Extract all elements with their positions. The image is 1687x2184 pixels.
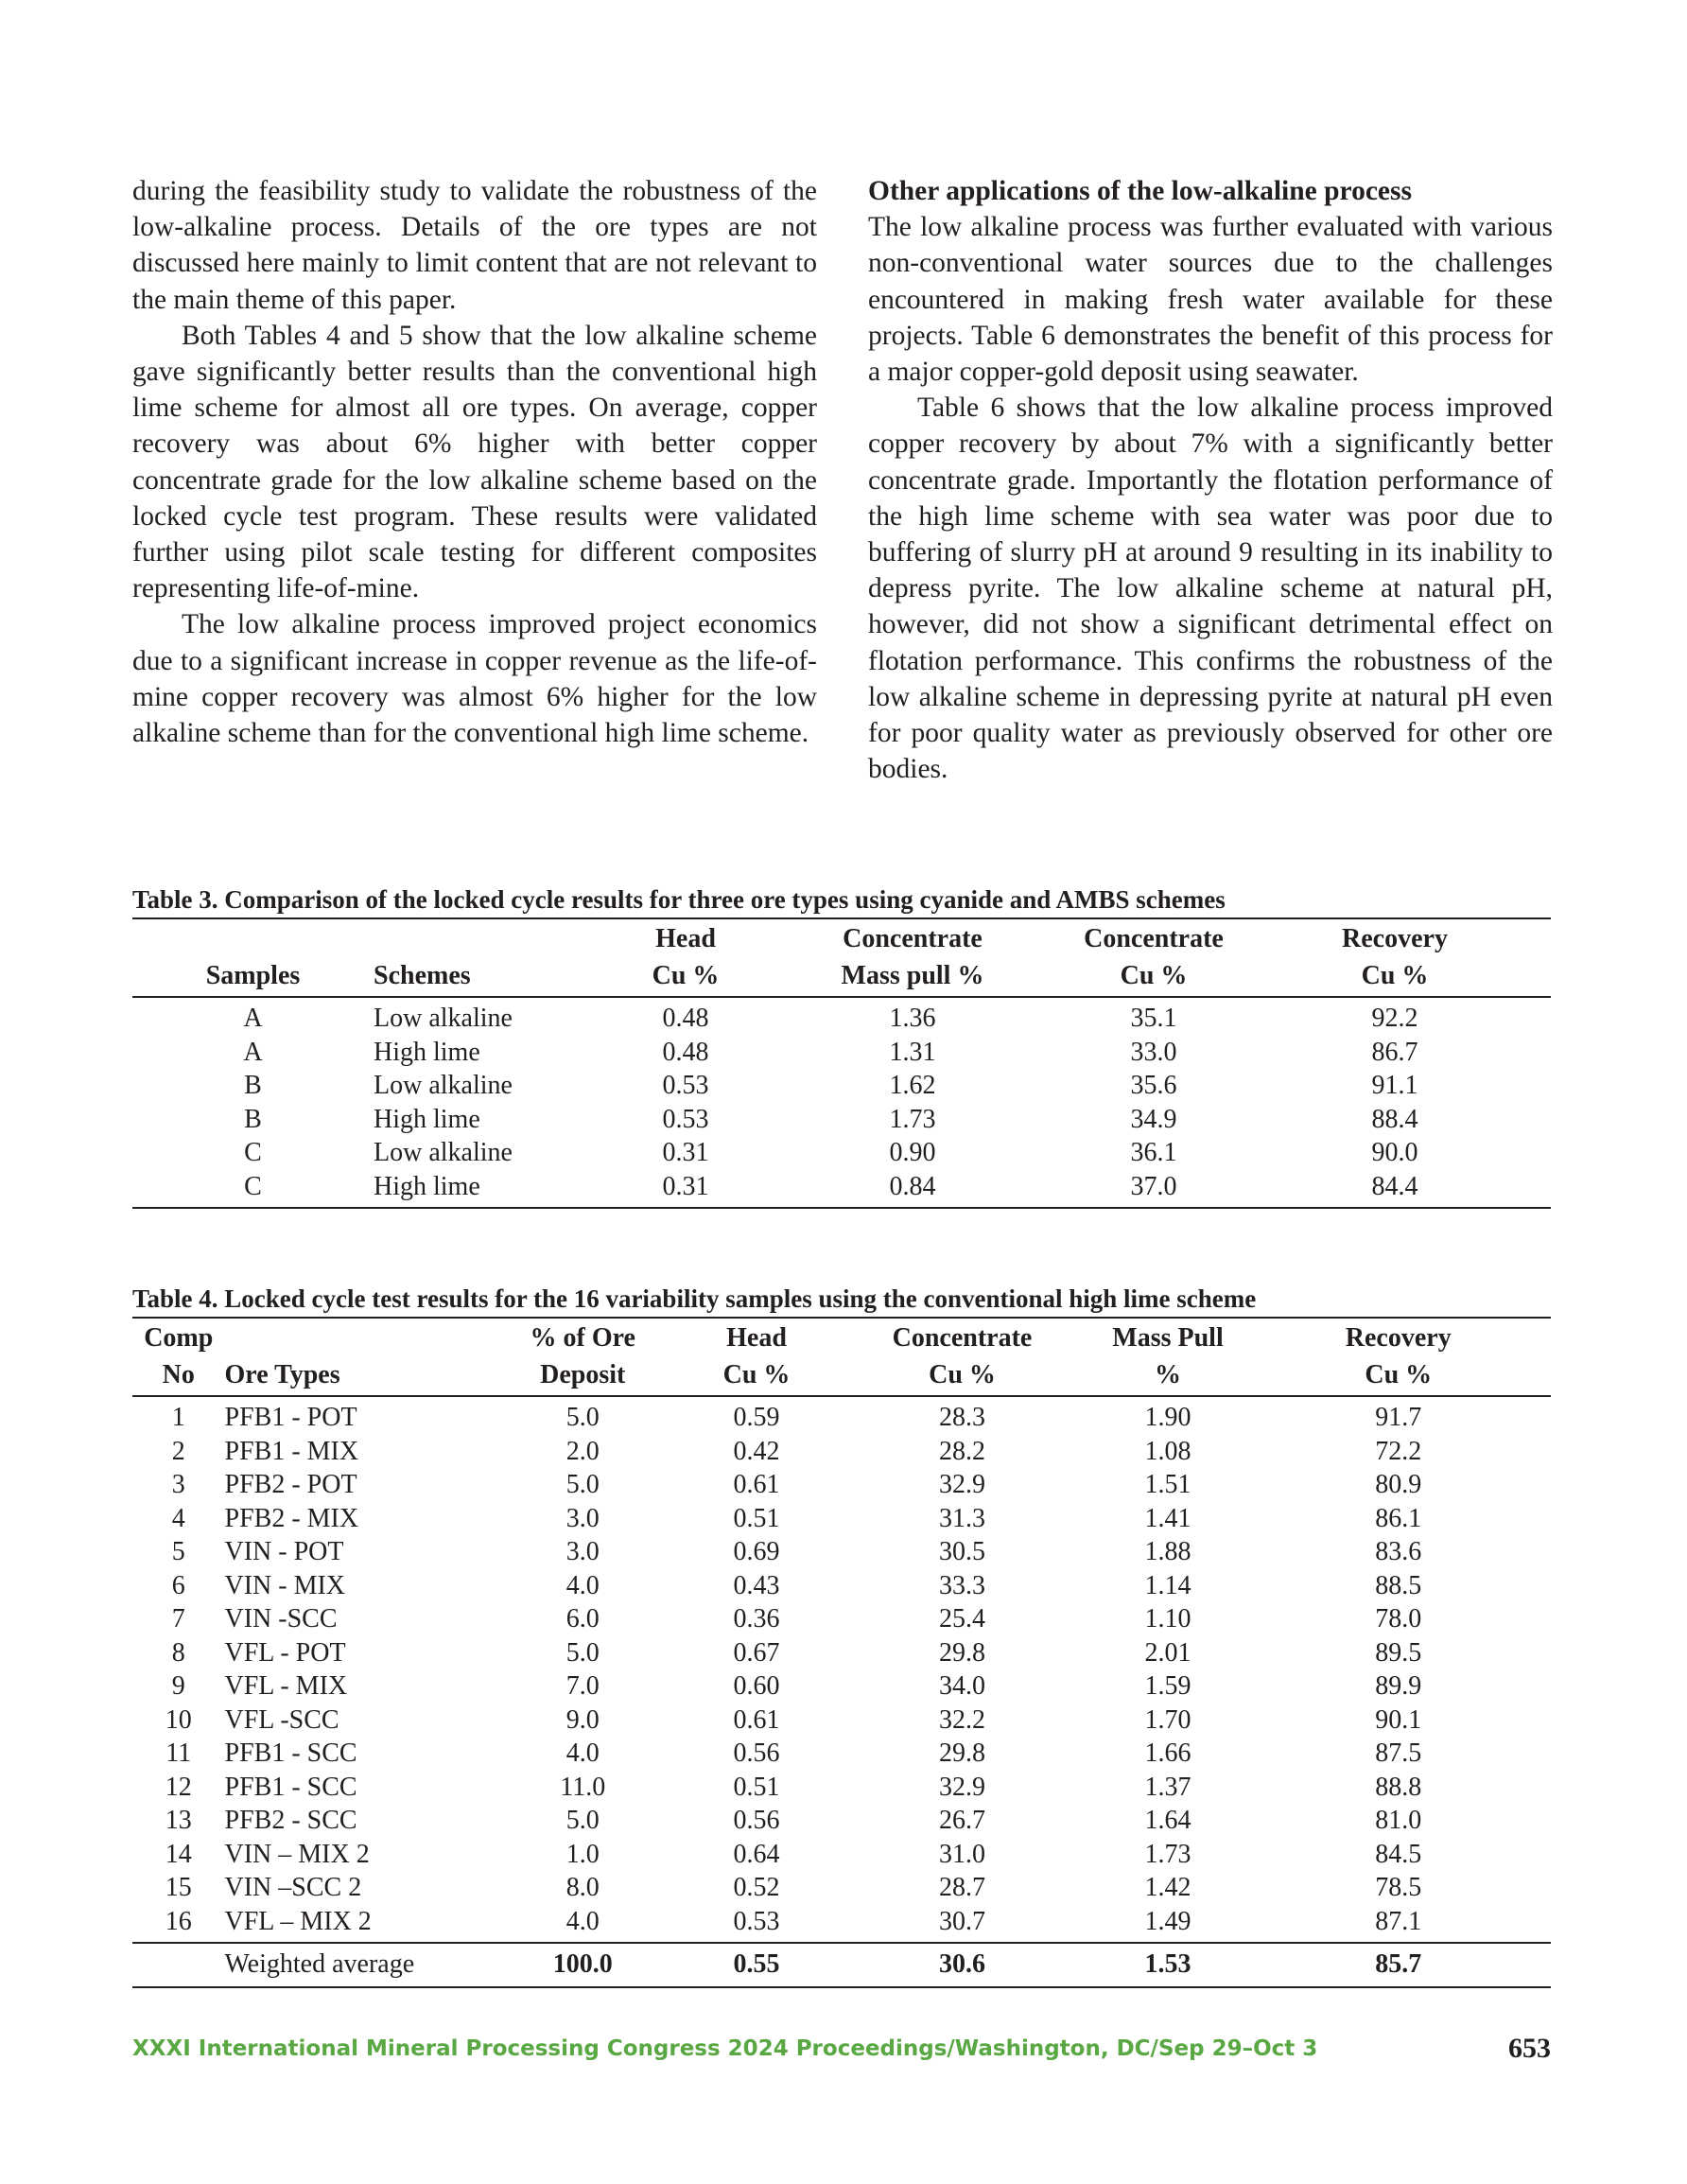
footer-text: XXXI International Mineral Processing Congress 2024 Proceedings/Washington, DC/Sep 29–Oct 3 <box>132 2036 1318 2061</box>
table-cell: 87.1 <box>1375 1906 1422 1936</box>
table-cell: 6 <box>171 1570 185 1600</box>
table-cell: 0.36 <box>733 1604 780 1634</box>
table-cell: 1.64 <box>1144 1806 1191 1835</box>
table-cell: 0.48 <box>662 1004 709 1033</box>
table-cell: 26.7 <box>939 1806 985 1835</box>
table-cell: 0.67 <box>733 1637 780 1668</box>
column-header: Mass pull % <box>757 958 1069 998</box>
right-text-column <box>868 173 1553 787</box>
table-cell: 25.4 <box>939 1604 985 1634</box>
table-cell: 36.1 <box>1130 1138 1177 1167</box>
table-cell: 4.0 <box>565 1570 600 1600</box>
table-cell: 1.37 <box>1144 1772 1191 1802</box>
table-row <box>132 1871 1551 1905</box>
table-cell: 0.53 <box>733 1906 780 1936</box>
table-cell: 0.60 <box>733 1671 780 1701</box>
table-cell: 0.53 <box>662 1071 709 1100</box>
column-header: Ore Types <box>225 1357 488 1397</box>
table-cell: 32.9 <box>939 1470 985 1499</box>
table-cell: 31.3 <box>939 1503 985 1533</box>
table-cell: VFL -SCC <box>224 1704 339 1735</box>
paragraph: The low alkaline process improved project economics due to a significant increase in copper revenue as the life-of-mine copper recovery was almost 6% higher for the low alkaline scheme than for the conventional high lime scheme. <box>132 609 817 749</box>
table-cell: 5.0 <box>565 1806 600 1835</box>
table-row <box>132 1435 1551 1469</box>
table-cell: 0.69 <box>733 1537 780 1566</box>
table-cell: 0.31 <box>662 1138 709 1167</box>
column-header: % <box>1090 1357 1246 1397</box>
column-header: Cu % <box>1239 958 1551 998</box>
table-cell: A <box>243 1037 263 1067</box>
table-cell: 29.8 <box>939 1738 985 1768</box>
table-cell: 0.90 <box>889 1138 936 1167</box>
table-cell: 0.59 <box>733 1403 780 1432</box>
table-cell: 0.42 <box>733 1436 780 1466</box>
left-text-column <box>132 173 817 751</box>
table-cell: 1.66 <box>1144 1738 1191 1768</box>
table-caption: Table 4. Locked cycle test results for the 16 variability samples using the conventional high lime scheme <box>132 1284 1257 1313</box>
table-cell: 6.0 <box>565 1604 600 1634</box>
column-header: Comp <box>144 1323 214 1353</box>
table-cell: 88.5 <box>1375 1570 1422 1600</box>
table-cell: VIN - MIX <box>224 1570 346 1600</box>
table-cell: 0.64 <box>733 1839 780 1869</box>
table-cell: 0.61 <box>733 1704 780 1735</box>
table-cell: VIN –SCC 2 <box>224 1873 362 1902</box>
table-cell: High lime <box>374 1037 480 1067</box>
table-cell: 1.10 <box>1144 1604 1191 1634</box>
table-cell: 15 <box>165 1873 192 1902</box>
table-cell: VIN – MIX 2 <box>224 1839 370 1869</box>
table-cell: 31.0 <box>939 1839 985 1869</box>
table-cell: 16 <box>165 1906 192 1936</box>
table-row <box>132 1535 1551 1569</box>
table-cell: PFB1 - POT <box>224 1403 357 1432</box>
column-header: Deposit <box>487 1357 679 1397</box>
table-cell: 32.2 <box>939 1704 985 1735</box>
column-header: Cu % <box>1246 1357 1552 1397</box>
table-cell: 92.2 <box>1371 1004 1418 1033</box>
paragraph: Both Tables 4 and 5 show that the low alkaline scheme gave significantly better results than the conventional high lime scheme for almost all ore types. On average, copper recovery was about 6% higher with better copper concentrate grade for the low alkaline scheme based on the locked cycle test program. These results were validated further using pilot scale testing for different composites representing life-of-mine. <box>132 320 817 604</box>
table-cell: 37.0 <box>1130 1171 1177 1201</box>
table-cell: 3.0 <box>565 1503 600 1533</box>
table-cell: 10 <box>165 1704 192 1735</box>
table-cell: 86.7 <box>1371 1037 1418 1067</box>
table-cell: 1.0 <box>565 1839 600 1869</box>
table-cell: 1 <box>171 1403 185 1432</box>
table-cell: 100.0 <box>487 1943 679 1987</box>
table-cell: 5.0 <box>565 1403 600 1432</box>
table-cell: 1.90 <box>1144 1403 1191 1432</box>
table-caption: Table 3. Comparison of the locked cycle results for three ore types using cyanide and AMBS schemes <box>132 885 1226 914</box>
table-cell: B <box>244 1104 262 1134</box>
table-row <box>132 1669 1551 1704</box>
table-cell: 5.0 <box>565 1637 600 1668</box>
table-row <box>132 1636 1551 1670</box>
page-number: 653 <box>1508 2033 1551 2064</box>
table-cell: PFB2 - MIX <box>224 1503 359 1533</box>
table-cell: 83.6 <box>1375 1537 1422 1566</box>
table-cell: 4 <box>171 1503 185 1533</box>
table-cell: 0.55 <box>679 1943 835 1987</box>
table-cell: 1.42 <box>1144 1873 1191 1902</box>
table-cell: VFL - POT <box>224 1637 346 1668</box>
table-cell: 81.0 <box>1375 1806 1422 1835</box>
table-row <box>132 1905 1551 1944</box>
table-row <box>132 1771 1551 1805</box>
table-3-grid <box>132 917 1551 1209</box>
table-cell: 34.9 <box>1130 1104 1177 1134</box>
table-cell: 14 <box>165 1839 192 1869</box>
table-cell: 35.6 <box>1130 1071 1177 1100</box>
table-cell: 3 <box>171 1470 185 1499</box>
table-cell: 29.8 <box>939 1637 985 1668</box>
table-cell: 11 <box>165 1738 192 1768</box>
table-cell: 0.84 <box>889 1171 936 1201</box>
table-header-row <box>132 1318 1551 1357</box>
table-cell: PFB2 - POT <box>224 1470 357 1499</box>
table-row <box>132 1069 1551 1103</box>
column-header <box>374 918 615 958</box>
column-header: Recovery <box>1342 924 1448 953</box>
table-cell: 1.62 <box>889 1071 936 1100</box>
table-header-row <box>132 958 1551 998</box>
table-cell: Low alkaline <box>374 1004 513 1033</box>
table-cell: 1.36 <box>889 1004 936 1033</box>
table-cell: 1.51 <box>1144 1470 1191 1499</box>
table-cell: 2.01 <box>1144 1637 1191 1668</box>
table-cell: 0.43 <box>733 1570 780 1600</box>
table-cell: 91.7 <box>1375 1403 1422 1432</box>
table-cell: 3.0 <box>565 1537 600 1566</box>
table-total-row <box>132 1943 1551 1987</box>
paragraph: The low alkaline process was further evaluated with various non-conventional water sources due to the challenges encountered in making fresh water available for these projects. Table 6 demonstrates the benefit of this process for a major copper-gold deposit using seawater. <box>868 212 1553 388</box>
table-cell: 9.0 <box>565 1704 600 1735</box>
table-cell: 33.3 <box>939 1570 985 1600</box>
table-cell: High lime <box>374 1171 480 1201</box>
table-cell: 1.08 <box>1144 1436 1191 1466</box>
table-cell: 28.2 <box>939 1436 985 1466</box>
column-header: Concentrate <box>1084 924 1224 953</box>
table-cell: 1.73 <box>889 1104 936 1134</box>
table-cell: 85.7 <box>1246 1943 1552 1987</box>
table-cell: 1.53 <box>1090 1943 1246 1987</box>
table-cell: 4.0 <box>565 1738 600 1768</box>
table-cell: 0.31 <box>662 1171 709 1201</box>
table-cell: 90.0 <box>1371 1138 1418 1167</box>
table-cell: 5 <box>171 1537 185 1566</box>
table-cell: 1.59 <box>1144 1671 1191 1701</box>
column-header: Head <box>726 1323 787 1353</box>
table-row <box>132 1569 1551 1603</box>
table-cell: 0.51 <box>733 1503 780 1533</box>
table-cell: 2 <box>171 1436 185 1466</box>
table-4 <box>132 1283 1551 1988</box>
table-cell: 0.48 <box>662 1037 709 1067</box>
table-cell: 32.9 <box>939 1772 985 1802</box>
column-header: Samples <box>132 958 374 998</box>
table-row <box>132 1468 1551 1502</box>
table-cell: 0.56 <box>733 1806 780 1835</box>
table-cell: 1.73 <box>1144 1839 1191 1869</box>
table-cell: 2.0 <box>565 1436 600 1466</box>
table-cell: 78.0 <box>1375 1604 1422 1634</box>
table-header-row <box>132 1357 1551 1397</box>
table-cell: PFB1 - MIX <box>224 1436 359 1466</box>
table-cell: 88.4 <box>1371 1104 1418 1134</box>
table-cell: 30.7 <box>939 1906 985 1936</box>
table-cell: 8.0 <box>565 1873 600 1902</box>
table-4-grid <box>132 1317 1551 1988</box>
column-header: Concentrate <box>843 924 983 953</box>
column-header: Cu % <box>679 1357 835 1397</box>
table-cell: C <box>244 1171 262 1201</box>
table-cell: 86.1 <box>1375 1503 1422 1533</box>
table-cell: 89.5 <box>1375 1637 1422 1668</box>
table-cell: 91.1 <box>1371 1071 1418 1100</box>
page-footer <box>132 2033 1551 2074</box>
table-cell: 7.0 <box>565 1671 600 1701</box>
table-cell: 5.0 <box>565 1470 600 1499</box>
table-cell: PFB2 - SCC <box>224 1806 357 1835</box>
table-cell <box>132 1943 225 1987</box>
table-cell: VIN - POT <box>224 1537 344 1566</box>
section-heading: Other applications of the low-alkaline process <box>868 176 1412 206</box>
table-cell: 13 <box>165 1806 192 1835</box>
table-cell: 0.52 <box>733 1873 780 1902</box>
column-header: % of Ore <box>530 1323 635 1353</box>
column-header <box>225 1318 488 1357</box>
table-cell: PFB1 - SCC <box>224 1772 357 1802</box>
table-cell: 87.5 <box>1375 1738 1422 1768</box>
table-cell: 30.6 <box>835 1943 1090 1987</box>
table-cell: 84.5 <box>1375 1839 1422 1869</box>
table-row <box>132 1103 1551 1137</box>
table-cell: 80.9 <box>1375 1470 1422 1499</box>
column-header: No <box>132 1357 225 1397</box>
table-row <box>132 1602 1551 1636</box>
table-cell: 1.41 <box>1144 1503 1191 1533</box>
column-header: Cu % <box>615 958 757 998</box>
table-cell: Low alkaline <box>374 1138 513 1167</box>
table-cell: 34.0 <box>939 1671 985 1701</box>
table-cell: Low alkaline <box>374 1071 513 1100</box>
table-cell: 33.0 <box>1130 1037 1177 1067</box>
table-cell: High lime <box>374 1104 480 1134</box>
table-cell: 1.70 <box>1144 1704 1191 1735</box>
table-cell: 4.0 <box>565 1906 600 1936</box>
table-cell: 28.7 <box>939 1873 985 1902</box>
table-row <box>132 1502 1551 1536</box>
column-header: Recovery <box>1345 1323 1452 1353</box>
table-row <box>132 997 1551 1036</box>
table-cell: 0.61 <box>733 1470 780 1499</box>
column-header: Concentrate <box>892 1323 1033 1353</box>
table-cell: 0.56 <box>733 1738 780 1768</box>
table-cell: 7 <box>171 1604 185 1634</box>
table-cell: 28.3 <box>939 1403 985 1432</box>
table-cell: 78.5 <box>1375 1873 1422 1902</box>
table-cell: 1.49 <box>1144 1906 1191 1936</box>
table-cell: Weighted average <box>225 1943 488 1987</box>
table-cell: 84.4 <box>1371 1171 1418 1201</box>
table-cell: 89.9 <box>1375 1671 1422 1701</box>
table-cell: 9 <box>171 1671 185 1701</box>
table-row <box>132 1036 1551 1070</box>
table-cell: 30.5 <box>939 1537 985 1566</box>
table-row <box>132 1136 1551 1170</box>
table-cell: 8 <box>171 1637 185 1668</box>
table-cell: 12 <box>165 1772 192 1802</box>
table-cell: VFL – MIX 2 <box>224 1906 372 1936</box>
table-cell: 1.88 <box>1144 1537 1191 1566</box>
table-cell: 11.0 <box>560 1772 606 1802</box>
table-cell: 1.31 <box>889 1037 936 1067</box>
column-header <box>132 918 374 958</box>
table-header-row <box>132 918 1551 958</box>
table-row <box>132 1804 1551 1838</box>
table-cell: PFB1 - SCC <box>224 1738 357 1768</box>
table-row <box>132 1396 1551 1435</box>
table-cell: A <box>243 1004 263 1033</box>
column-header: Cu % <box>835 1357 1090 1397</box>
column-header: Head <box>655 924 716 953</box>
table-cell: 0.53 <box>662 1104 709 1134</box>
table-cell: 88.8 <box>1375 1772 1422 1802</box>
table-cell: B <box>244 1071 262 1100</box>
paragraph: Table 6 shows that the low alkaline process improved copper recovery by about 7% with a significantly better concentrate grade. Importantly the flotation performance of the high lime scheme with sea water was poor due to buffering of slurry pH at around 9 resulting in its inability to depress pyrite. The low alkaline scheme at natural pH, however, did not show a significant detrimental effect on flotation performance. This confirms the robustness of the low alkaline scheme in depressing pyrite at natural pH even for poor quality water as previously observed for other ore bodies. <box>868 393 1553 785</box>
table-cell: C <box>244 1138 262 1167</box>
table-row <box>132 1704 1551 1738</box>
table-row <box>132 1170 1551 1209</box>
column-header: Mass Pull <box>1112 1323 1224 1353</box>
table-cell: 90.1 <box>1375 1704 1422 1735</box>
column-header: Schemes <box>374 958 615 998</box>
table-row <box>132 1737 1551 1771</box>
table-cell: 0.51 <box>733 1772 780 1802</box>
paragraph: during the feasibility study to validate the robustness of the low-alkaline process. Details of the ore types are not discussed here mainly to limit content that are not relevant to the main theme of this paper. <box>132 176 817 315</box>
table-cell: 35.1 <box>1130 1004 1177 1033</box>
table-cell: VIN -SCC <box>224 1604 338 1634</box>
table-cell: 72.2 <box>1375 1436 1422 1466</box>
table-cell: VFL - MIX <box>224 1671 348 1701</box>
table-row <box>132 1838 1551 1872</box>
column-header: Cu % <box>1069 958 1239 998</box>
table-cell: 1.14 <box>1144 1570 1191 1600</box>
table-3 <box>132 883 1551 1209</box>
